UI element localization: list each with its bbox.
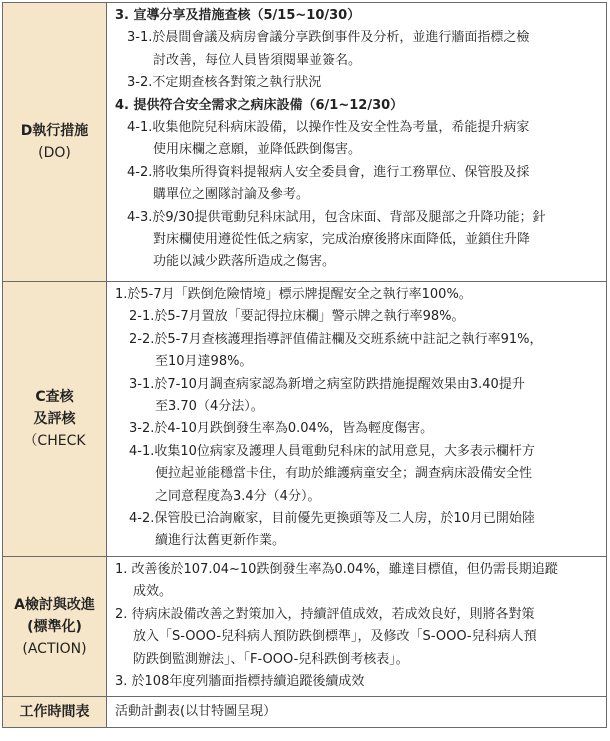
label-action-sub1: (標準化) xyxy=(27,618,82,635)
do-line: 討改善，每位人員皆須閱畢並簽名。 xyxy=(153,52,362,68)
label-do xyxy=(3,3,107,282)
check-line: 2-1.於5-7月置放「要記得拉床欄」警示牌之執行率98%。 xyxy=(129,309,465,325)
label-schedule: 工作時間表 xyxy=(3,697,107,728)
row-do xyxy=(3,3,607,282)
action-line: 放入「S-OOO-兒科病人預防跌倒標準」，及修改「S-OOO-兒科病人預 xyxy=(133,629,537,645)
label-action-sub2: (ACTION) xyxy=(22,640,87,657)
pdca-table xyxy=(2,2,607,728)
do-line: 4. 提供符合安全需求之病床設備（6/1~12/30） xyxy=(115,97,404,113)
check-line: 之同意程度為3.4分（4分）。 xyxy=(155,488,321,504)
row-check xyxy=(3,282,607,557)
label-do-title: D執行措施 xyxy=(20,123,89,139)
do-line: 4-3.於9/30提供電動兒科床試用，包含床面、背部及腿部之升降功能；針 xyxy=(127,209,546,225)
check-line: 4-2.保管股已洽詢廠家，目前優先更換頭等及二人房，於10月已開始陸 xyxy=(129,511,535,527)
action-line: 1. 改善後於107.04~10跌倒發生率為0.04%，雖達目標值，但仍需長期追蹤 xyxy=(115,562,558,577)
do-line: 購單位之團隊討論及參考。 xyxy=(153,187,310,203)
check-line: 1.於5-7月「跌倒危險情境」標示牌提醒安全之執行率100%。 xyxy=(115,287,472,302)
action-line: 3. 於108年度列牆面指標持續追蹤後續成效 xyxy=(115,674,365,690)
label-check-title2: 及評核 xyxy=(33,411,76,427)
do-lines xyxy=(115,5,600,274)
row-action xyxy=(3,557,607,697)
check-lines xyxy=(115,284,600,553)
content-check xyxy=(107,282,607,557)
do-line: 4-2.將收集所得資料提報病人安全委員會，進行工務單位、保管股及採 xyxy=(127,164,530,180)
check-line: 2-2.於5-7月查核護理指導評值備註欄及交班系統中註記之執行率91%， xyxy=(129,331,543,347)
label-do-sub: (DO) xyxy=(38,145,71,161)
check-line: 續進行汰舊更新作業。 xyxy=(155,533,286,549)
do-line: 3. 宣導分享及措施查核（5/15~10/30） xyxy=(115,8,361,23)
row-schedule xyxy=(3,697,607,728)
do-line: 對床欄使用遵從性低之病家，完成治療後將床面降低，並鎖住升降 xyxy=(153,232,531,248)
do-line: 使用床欄之意願，並降低跌倒傷害。 xyxy=(153,142,362,158)
label-check-sub: （CHECK xyxy=(23,433,86,449)
do-line: 功能以減少跌落所造成之傷害。 xyxy=(153,254,336,270)
check-line: 3-2.於4-10月跌倒發生率為0.04%，皆為輕度傷害。 xyxy=(129,421,434,437)
do-line: 3-2.不定期查核各對策之執行狀況 xyxy=(127,75,322,91)
check-line: 3-1.於7-10月調查病家認為新增之病室防跌措施提醒效果由3.40提升 xyxy=(129,376,525,392)
check-line: 便拉起並能穩當卡住，有助於維護病童安全；調查病床設備安全性 xyxy=(155,466,533,482)
check-line: 至10月達98%。 xyxy=(155,354,253,370)
label-action xyxy=(3,557,107,697)
action-line: 成效。 xyxy=(133,584,173,600)
action-line: 防跌倒監測辦法」、「F-OOO-兒科跌倒考核表」。 xyxy=(133,651,409,667)
content-action xyxy=(107,557,607,697)
check-line: 4-1.收集10位病家及護理人員電動兒科床的試用意見，大多表示欄杆方 xyxy=(129,443,535,459)
action-lines xyxy=(115,559,600,693)
label-check xyxy=(3,282,107,557)
do-line: 4-1.收集他院兒科病床設備，以操作性及安全性為考量，希能提升病家 xyxy=(127,120,530,136)
content-schedule: 活動計劃表(以甘特圖呈現） xyxy=(107,697,607,728)
label-action-title: A檢討與改進 xyxy=(14,596,95,613)
content-do xyxy=(107,3,607,282)
do-line: 3-1.於晨間會議及病房會議分享跌倒事件及分析，並進行牆面指標之檢 xyxy=(127,30,530,46)
label-check-title: C查核 xyxy=(35,389,74,405)
action-line: 2. 待病床設備改善之對策加入，持續評值成效，若成效良好，則將各對策 xyxy=(115,606,535,622)
check-line: 至3.70（4分法）。 xyxy=(155,399,264,415)
